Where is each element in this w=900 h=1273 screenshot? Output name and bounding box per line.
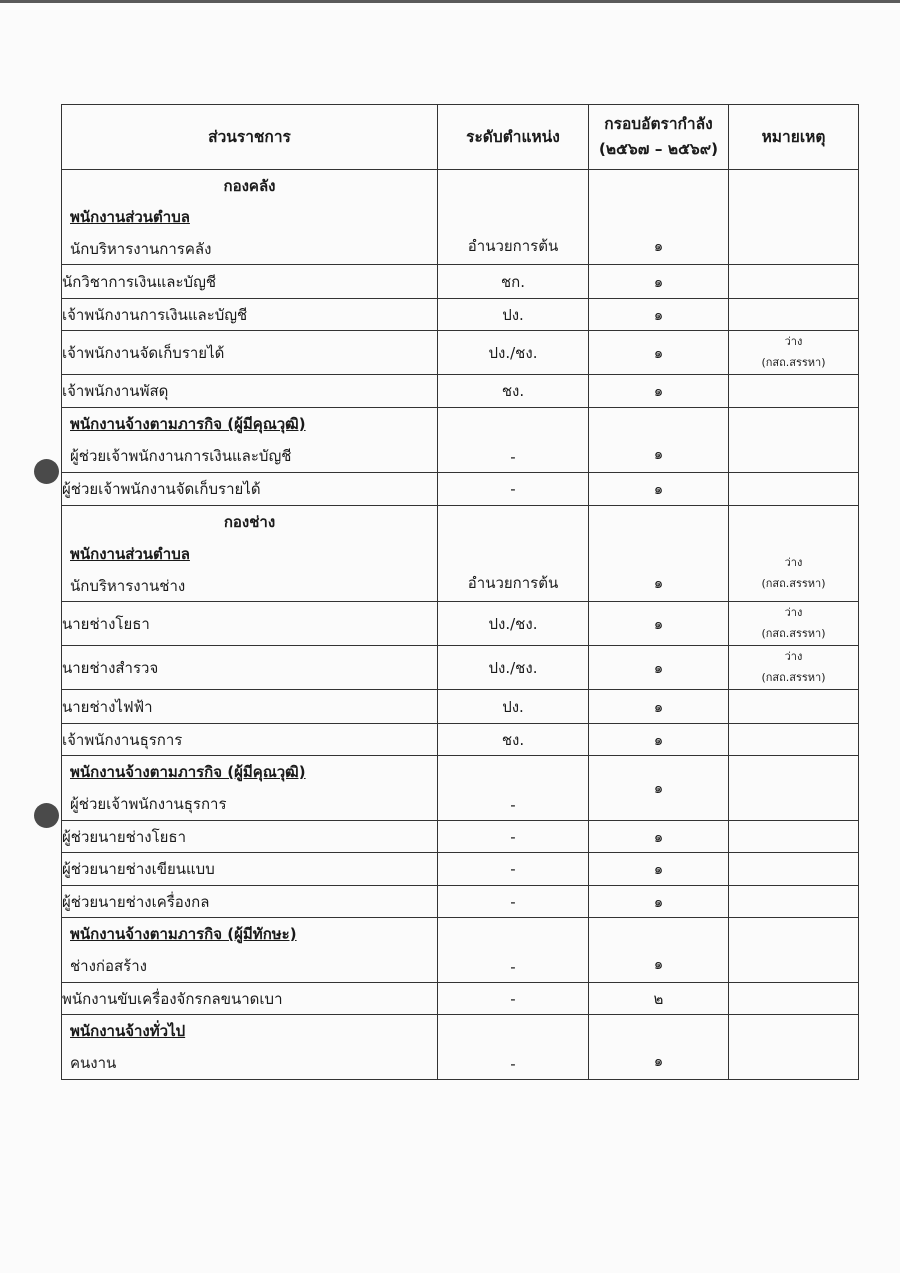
header-remark: หมายเหตุ [729, 105, 859, 170]
position-name: ผู้ช่วยนายช่างเขียนแบบ [62, 853, 438, 886]
table-row [62, 1015, 859, 1080]
level-cell: - [438, 886, 589, 918]
remark-cell [729, 690, 859, 724]
remark-detail: (กสถ.สรรหา) [761, 577, 826, 591]
table-row [62, 690, 859, 724]
table-row [62, 408, 859, 473]
table-row [62, 375, 859, 408]
group-title: พนักงานจ้างตามภารกิจ (ผู้มีคุณวุฒิ) [70, 415, 306, 433]
remark-cell [729, 331, 859, 375]
position-name: ผู้ช่วยเจ้าพนักงานจัดเก็บรายได้ [62, 473, 438, 506]
table-row [62, 473, 859, 506]
count-cell: ๑ [589, 299, 729, 331]
group-title: พนักงานส่วนตำบล [70, 545, 190, 563]
table-row [62, 724, 859, 756]
level-cell: ปง./ชง. [438, 646, 589, 690]
position-name: เจ้าพนักงานจัดเก็บรายได้ [62, 331, 438, 375]
count-cell: ๑ [589, 1015, 729, 1080]
level-cell: - [438, 983, 589, 1015]
remark-cell [729, 1015, 859, 1080]
level-cell: - [438, 408, 589, 473]
level-cell: ชก. [438, 265, 589, 299]
level-cell: ชง. [438, 375, 589, 408]
count-cell: ๑ [589, 886, 729, 918]
remark-cell [729, 299, 859, 331]
count-cell: ๑ [589, 506, 729, 602]
table-header-row [62, 105, 859, 170]
remark-cell [729, 918, 859, 983]
count-cell: ๑ [589, 375, 729, 408]
table-row [62, 821, 859, 853]
group-title: พนักงานจ้างตามภารกิจ (ผู้มีทักษะ) [70, 925, 297, 943]
level-cell: ชง. [438, 724, 589, 756]
position-name: นักวิชาการเงินและบัญชี [62, 265, 438, 299]
remark-status: ว่าง [784, 556, 803, 570]
header-quota-line1: กรอบอัตรากำลัง [604, 115, 713, 134]
table-row [62, 853, 859, 886]
remark-cell [729, 983, 859, 1015]
count-cell: ๑ [589, 170, 729, 265]
remark-cell [729, 265, 859, 299]
count-cell: ๑ [589, 646, 729, 690]
header-level: ระดับตำแหน่ง [438, 105, 589, 170]
table-row [62, 886, 859, 918]
department-cell [62, 506, 438, 602]
remark-status: ว่าง [784, 334, 803, 348]
count-cell: ๑ [589, 918, 729, 983]
position-name: เจ้าพนักงานพัสดุ [62, 375, 438, 408]
position-name: ผู้ช่วยนายช่างโยธา [62, 821, 438, 853]
remark-cell [729, 170, 859, 265]
count-cell: ๑ [589, 473, 729, 506]
section-title: กองคลัง [223, 176, 276, 195]
staffing-table [61, 104, 859, 1080]
remark-cell [729, 375, 859, 408]
level-cell: ปง. [438, 299, 589, 331]
punch-hole [34, 803, 59, 828]
table-row [62, 646, 859, 690]
remark-cell [729, 724, 859, 756]
department-cell [62, 756, 438, 821]
group-title: พนักงานจ้างทั่วไป [70, 1022, 186, 1040]
level-cell: - [438, 853, 589, 886]
table-row [62, 983, 859, 1015]
punch-hole [34, 459, 59, 484]
scan-top-edge [0, 0, 900, 3]
level-cell: - [438, 473, 589, 506]
remark-detail: (กสถ.สรรหา) [761, 670, 826, 684]
section-title: กองช่าง [223, 513, 276, 531]
count-cell: ๑ [589, 690, 729, 724]
level-cell: ปง./ชง. [438, 331, 589, 375]
remark-cell [729, 853, 859, 886]
position-name: นายช่างสำรวจ [62, 646, 438, 690]
position-name: เจ้าพนักงานธุรการ [62, 724, 438, 756]
count-cell: ๑ [589, 724, 729, 756]
count-cell: ๒ [589, 983, 729, 1015]
remark-cell [729, 602, 859, 646]
department-cell [62, 170, 438, 265]
remark-cell [729, 646, 859, 690]
department-cell [62, 918, 438, 983]
table-row [62, 170, 859, 265]
level-cell: - [438, 1015, 589, 1080]
remark-detail: (กสถ.สรรหา) [761, 355, 826, 369]
remark-detail: (กสถ.สรรหา) [761, 626, 826, 640]
table-row [62, 265, 859, 299]
position-name: ผู้ช่วยเจ้าพนักงานการเงินและบัญชี [70, 447, 292, 465]
position-name: พนักงานขับเครื่องจักรกลขนาดเบา [62, 983, 438, 1015]
position-name: นายช่างไฟฟ้า [62, 690, 438, 724]
position-name: ผู้ช่วยเจ้าพนักงานธุรการ [70, 795, 227, 813]
department-cell [62, 408, 438, 473]
department-cell [62, 1015, 438, 1080]
position-name: คนงาน [70, 1054, 117, 1072]
count-cell: ๑ [589, 853, 729, 886]
remark-cell [729, 408, 859, 473]
table-row [62, 299, 859, 331]
level-cell: ปง. [438, 690, 589, 724]
group-title: พนักงานส่วนตำบล [70, 208, 190, 226]
level-cell: อำนวยการต้น [438, 170, 589, 265]
position-name: นายช่างโยธา [62, 602, 438, 646]
level-cell: - [438, 918, 589, 983]
count-cell: ๑ [589, 602, 729, 646]
remark-status: ว่าง [784, 649, 803, 663]
position-name: เจ้าพนักงานการเงินและบัญชี [62, 299, 438, 331]
table-row [62, 602, 859, 646]
count-cell: ๑ [589, 408, 729, 473]
position-name: นักบริหารงานการคลัง [70, 239, 212, 258]
remark-cell [729, 756, 859, 821]
position-name: นักบริหารงานช่าง [70, 576, 186, 595]
remark-cell [729, 506, 859, 602]
remark-cell [729, 821, 859, 853]
level-cell: - [438, 756, 589, 821]
table-row [62, 331, 859, 375]
level-cell: อำนวยการต้น [438, 506, 589, 602]
count-cell: ๑ [589, 331, 729, 375]
header-quota [589, 105, 729, 170]
position-name: ช่างก่อสร้าง [70, 957, 147, 975]
position-name: ผู้ช่วยนายช่างเครื่องกล [62, 886, 438, 918]
group-title: พนักงานจ้างตามภารกิจ (ผู้มีคุณวุฒิ) [70, 763, 306, 781]
remark-cell [729, 886, 859, 918]
count-cell: ๑ [589, 756, 729, 821]
remark-cell [729, 473, 859, 506]
header-department: ส่วนราชการ [62, 105, 438, 170]
header-quota-line2: (๒๕๖๗ – ๒๕๖๙) [598, 140, 719, 158]
count-cell: ๑ [589, 821, 729, 853]
table-row [62, 756, 859, 821]
remark-status: ว่าง [784, 605, 803, 619]
table-row [62, 918, 859, 983]
level-cell: ปง./ชง. [438, 602, 589, 646]
level-cell: - [438, 821, 589, 853]
table-row [62, 506, 859, 602]
count-cell: ๑ [589, 265, 729, 299]
